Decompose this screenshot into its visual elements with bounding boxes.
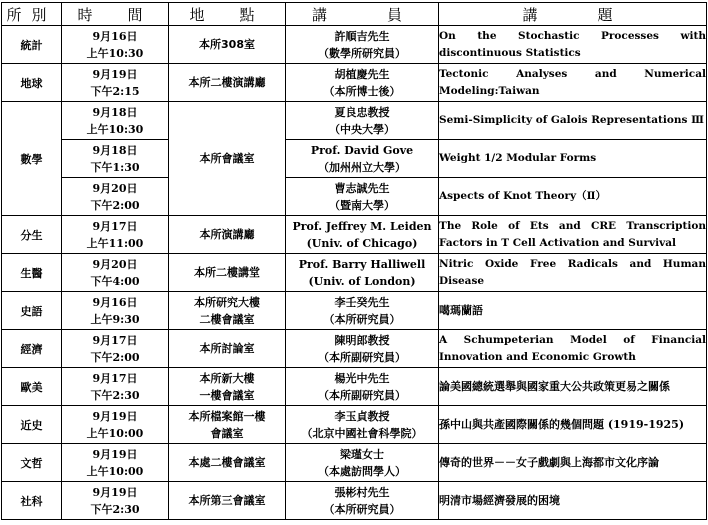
header-row: [2, 3, 707, 26]
institute-cell: [2, 254, 62, 292]
date-text: 9月17日: [92, 371, 138, 385]
speaker-affiliation: （暨南大學）: [329, 198, 395, 212]
speaker-cell: [286, 178, 439, 216]
speaker-name: 楊光中先生: [334, 371, 390, 385]
place-text: 本所會議室: [199, 152, 255, 165]
speaker-name: Prof. Barry Halliwell: [298, 257, 426, 271]
lecture-title-cell: [439, 64, 707, 102]
speaker-name: 胡植慶先生: [334, 67, 390, 81]
table-row: [2, 254, 707, 292]
place-text: 本所新大樓: [199, 371, 255, 385]
lecture-title: Tectonic Analyses and Numerical Modeling:Taiwan: [439, 67, 706, 97]
date-text: 9月20日: [92, 181, 138, 195]
speaker-name: 張彬村先生: [334, 485, 390, 499]
institute-label: 史語: [20, 304, 43, 318]
header-title: 講 題: [439, 3, 707, 26]
place-cell: [169, 102, 286, 216]
lecture-title: Semi-Simplicity of Galois Representations Ⅲ: [439, 114, 704, 126]
lecture-title-cell: [439, 254, 707, 292]
place-cell: [169, 26, 286, 64]
speaker-name: 梁瑾女士: [340, 447, 384, 461]
lecture-title-cell: [439, 368, 707, 406]
date-text: 9月18日: [92, 105, 138, 119]
institute-cell: [2, 368, 62, 406]
date-text: 9月19日: [92, 67, 138, 81]
institute-label: 近史: [20, 418, 43, 432]
institute-cell: [2, 26, 62, 64]
speaker-cell: [286, 64, 439, 102]
institute-label: 社科: [20, 494, 43, 508]
time-cell: [62, 178, 169, 216]
institute-label: 統計: [20, 38, 43, 52]
table-row: [2, 368, 707, 406]
place-cell: [169, 292, 286, 330]
header-time: 時 間: [62, 3, 169, 26]
speaker-name: 曹志誠先生: [334, 181, 390, 195]
lecture-title: 噶瑪蘭語: [439, 304, 483, 317]
lecture-title-cell: [439, 406, 707, 444]
time-cell: [62, 406, 169, 444]
speaker-cell: [286, 482, 439, 520]
speaker-name: 夏良忠教授: [334, 105, 390, 119]
date-text: 9月19日: [92, 447, 138, 461]
institute-cell: [2, 406, 62, 444]
time-cell: [62, 444, 169, 482]
place-cell: [169, 406, 286, 444]
time-text: 上午10:00: [86, 426, 144, 440]
institute-label: 分生: [20, 228, 43, 242]
time-text: 上午9:30: [90, 312, 140, 326]
lecture-title-cell: [439, 444, 707, 482]
place-cell: [169, 254, 286, 292]
institute-label: 文哲: [20, 456, 43, 470]
table-row: [2, 330, 707, 368]
lecture-title-cell: [439, 178, 707, 216]
speaker-affiliation: （中央大學）: [329, 122, 395, 136]
lecture-title-cell: [439, 26, 707, 64]
time-cell: [62, 140, 169, 178]
time-cell: [62, 26, 169, 64]
institute-cell: [2, 216, 62, 254]
table-row: [2, 292, 707, 330]
time-cell: [62, 368, 169, 406]
speaker-cell: [286, 26, 439, 64]
place-cell: [169, 444, 286, 482]
speaker-affiliation: （北京中國社會科學院）: [301, 426, 423, 440]
place-cell: [169, 330, 286, 368]
header-speaker: 講 員: [286, 3, 439, 26]
institute-label: 數學: [20, 152, 43, 166]
lecture-title-cell: [439, 330, 707, 368]
speaker-cell: [286, 444, 439, 482]
place-text: 本所演講廳: [199, 228, 255, 241]
time-cell: [62, 330, 169, 368]
time-cell: [62, 64, 169, 102]
speaker-cell: [286, 102, 439, 140]
time-text: 上午10:00: [86, 464, 144, 478]
place-text: 本所二樓演講廳: [188, 76, 266, 89]
institute-label: 經濟: [20, 342, 43, 356]
time-cell: [62, 482, 169, 520]
lecture-title: On the Stochastic Processes with discontinuous Statistics: [439, 29, 706, 59]
time-cell: [62, 254, 169, 292]
place-cell: [169, 64, 286, 102]
table-row: [2, 26, 707, 64]
date-text: 9月16日: [92, 29, 138, 43]
institute-cell: [2, 64, 62, 102]
place-text: 本所第三會議室: [188, 494, 266, 507]
place-cell: [169, 482, 286, 520]
speaker-name: 李玉貞教授: [334, 409, 390, 423]
place-text: 本所二樓講堂: [194, 266, 260, 279]
place-text: 本所討論室: [199, 342, 255, 355]
time-text: 上午11:00: [86, 236, 144, 250]
time-text: 下午4:00: [90, 274, 140, 288]
lecture-title-cell: [439, 292, 707, 330]
date-text: 9月19日: [92, 485, 138, 499]
place-text: 一樓會議室: [199, 388, 255, 402]
speaker-name: 許順吉先生: [334, 29, 390, 43]
table-row: [2, 216, 707, 254]
time-text: 下午1:30: [90, 160, 140, 174]
place-text: 本所308室: [199, 38, 255, 51]
speaker-cell: [286, 330, 439, 368]
table-row: [2, 444, 707, 482]
place-text: 本處二樓會議室: [188, 456, 266, 469]
speaker-affiliation: （本處訪問學人）: [318, 464, 406, 478]
table-row: [2, 140, 707, 178]
speaker-affiliation: (Univ. of London): [308, 274, 416, 288]
table-row: [2, 482, 707, 520]
lecture-title: 傳奇的世界－－女子戲劇與上海都市文化序論: [439, 456, 659, 469]
time-text: 下午2:00: [90, 350, 140, 364]
lecture-title: The Role of Ets and CRE Transcription Factors in T Cell Activation and Survival: [439, 219, 706, 249]
institute-label: 生醫: [20, 266, 43, 280]
speaker-cell: [286, 216, 439, 254]
institute-cell: [2, 482, 62, 520]
lecture-title: A Schumpeterian Model of Financial Innovation and Economic Growth: [439, 333, 706, 363]
speaker-cell: [286, 406, 439, 444]
date-text: 9月20日: [92, 257, 138, 271]
place-text: 二樓會議室: [199, 312, 255, 326]
time-cell: [62, 102, 169, 140]
speaker-cell: [286, 140, 439, 178]
speaker-affiliation: （本所博士後）: [323, 84, 401, 98]
place-cell: [169, 368, 286, 406]
lecture-title: 孫中山與共產國際關係的幾個問題 (1919-1925): [439, 418, 685, 431]
institute-cell: [2, 330, 62, 368]
speaker-affiliation: （本所副研究員）: [318, 388, 406, 402]
speaker-name: Prof. Jeffrey M. Leiden: [292, 219, 432, 233]
lecture-title: Aspects of Knot Theory（Ⅱ）: [439, 190, 606, 202]
date-text: 9月17日: [92, 333, 138, 347]
lecture-title: Weight 1/2 Modular Forms: [439, 152, 597, 164]
time-text: 下午2:30: [90, 388, 140, 402]
speaker-name: 李壬癸先生: [334, 295, 390, 309]
speaker-cell: [286, 254, 439, 292]
time-text: 下午2:00: [90, 198, 140, 212]
speaker-affiliation: （數學所研究員）: [318, 46, 406, 60]
institute-cell: [2, 444, 62, 482]
time-text: 下午2:15: [90, 84, 140, 98]
lecture-title-cell: [439, 140, 707, 178]
time-cell: [62, 216, 169, 254]
speaker-affiliation: （本所副研究員）: [318, 350, 406, 364]
speaker-cell: [286, 292, 439, 330]
speaker-affiliation: (Univ. of Chicago): [306, 236, 418, 250]
speaker-affiliation: （本所研究員）: [323, 312, 401, 326]
time-text: 上午10:30: [86, 46, 144, 60]
table-row: [2, 406, 707, 444]
table-row: [2, 64, 707, 102]
date-text: 9月19日: [92, 409, 138, 423]
institute-label: 歐美: [20, 380, 43, 394]
lecture-title: 明清市場經濟發展的困境: [439, 494, 560, 507]
time-text: 上午10:30: [86, 122, 144, 136]
table-row: [2, 178, 707, 216]
time-text: 下午2:30: [90, 502, 140, 516]
speaker-name: Prof. David Gove: [310, 143, 414, 157]
lecture-title: Nitric Oxide Free Radicals and Human Disease: [439, 257, 706, 287]
lecture-schedule-table: [1, 2, 707, 520]
speaker-affiliation: （加州州立大學）: [318, 160, 406, 174]
institute-label: 地球: [20, 76, 43, 90]
schedule-rows: [2, 26, 707, 520]
place-text: 本所研究大樓: [194, 295, 260, 309]
speaker-cell: [286, 368, 439, 406]
speaker-affiliation: （本所研究員）: [323, 502, 401, 516]
header-place: 地 點: [169, 3, 286, 26]
place-cell: [169, 216, 286, 254]
speaker-name: 陳明郎教授: [334, 333, 390, 347]
lecture-title-cell: [439, 216, 707, 254]
place-text: 本所檔案館一樓: [188, 409, 266, 423]
table-row: [2, 102, 707, 140]
lecture-title-cell: [439, 482, 707, 520]
lecture-title-cell: [439, 102, 707, 140]
date-text: 9月18日: [92, 143, 138, 157]
date-text: 9月17日: [92, 219, 138, 233]
institute-cell: [2, 292, 62, 330]
lecture-title: 論美國總統選舉與國家重大公共政策更易之關係: [439, 380, 670, 393]
time-cell: [62, 292, 169, 330]
header-institute: 所別: [2, 3, 62, 26]
date-text: 9月16日: [92, 295, 138, 309]
place-text: 會議室: [210, 426, 244, 440]
institute-cell: [2, 102, 62, 216]
